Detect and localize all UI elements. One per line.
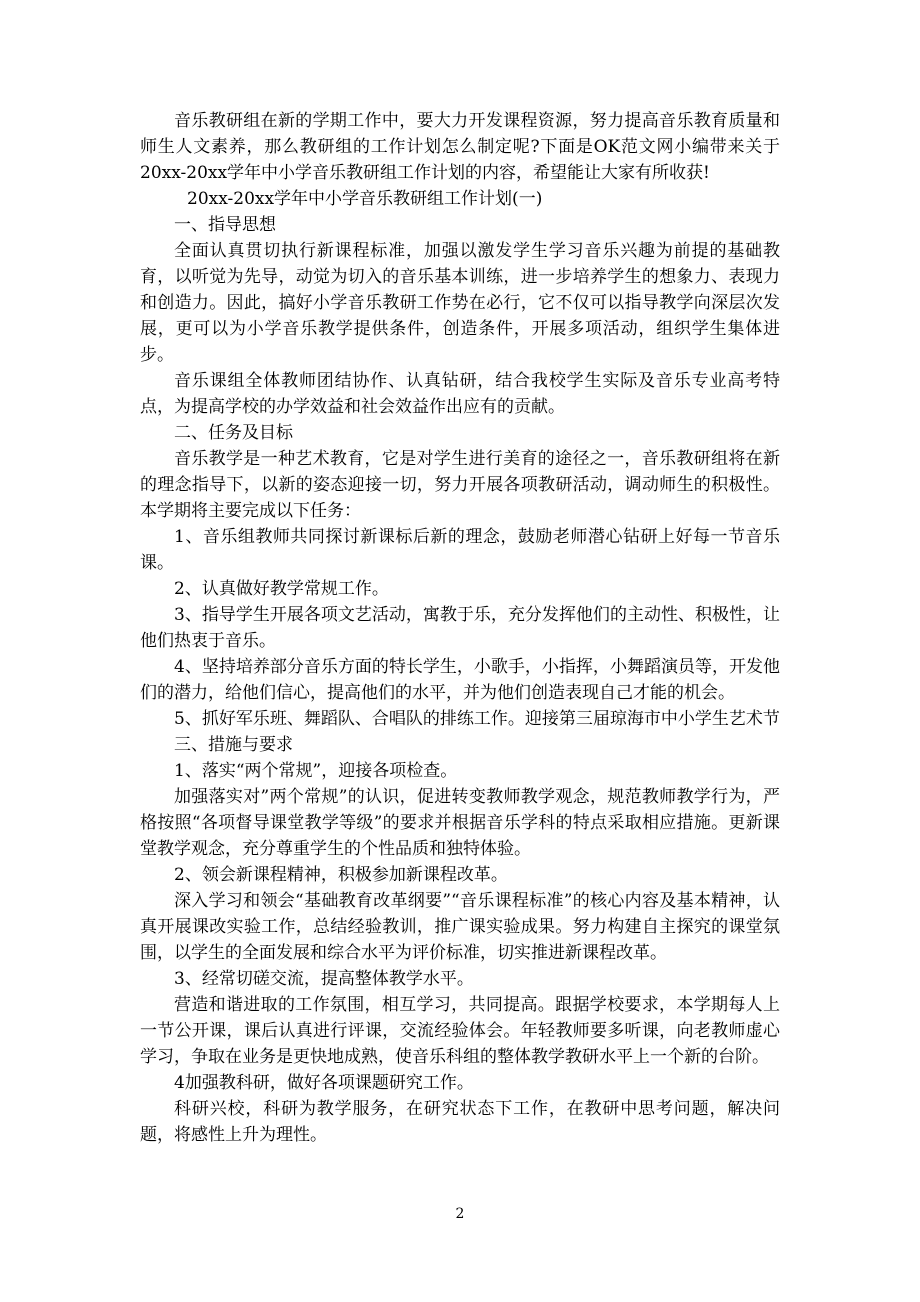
section-heading: 二、任务及目标 (174, 423, 293, 443)
body-paragraph: 深入学习和领会“基础教育改革纲要”“音乐课程标准”的核心内容及基本精神，认真开展课改实验工作，总结经验教训，推广课实验成果。努力构建自主探究的课堂氛围，以学生的全面发展和综合水平为评价标准，切实推进新课程改革。 (140, 891, 780, 963)
body-paragraph: 营造和谐进取的工作氛围，相互学习，共同提高。跟据学校要求，本学期每人上一节公开课，课后认真进行评课，交流经验体会。年轻教师要多听课，向老教师虚心学习，争取在业务是更快地成熟，使音乐科组的整体教学教研水平上一个新的台阶。 (140, 995, 780, 1067)
body-paragraph: 音乐课组全体教师团结协作、认真钻研，结合我校学生实际及音乐专业高考特点，为提高学校的办学效益和社会效益作出应有的贡献。 (140, 371, 780, 417)
section-heading: 三、措施与要求 (174, 735, 293, 755)
document-body (140, 108, 780, 1148)
task-item: 5、抓好军乐班、舞蹈队、合唱队的排练工作。迎接第三届琼海市中小学生艺术节 (174, 709, 780, 729)
task-item: 2、认真做好教学常规工作。 (174, 579, 389, 599)
body-paragraph: 加强落实对”两个常规”的认识，促进转变教师教学观念，规范教师教学行为，严格按照“各项督导课堂教学等级”的要求并根据音乐学科的特点采取相应措施。更新课堂教学观念，充分尊重学生的个性品质和独特体验。 (140, 787, 780, 859)
measure-item: 4加强教科研，做好各项课题研究工作。 (174, 1073, 474, 1093)
measure-item: 3、经常切磋交流，提高整体教学水平。 (174, 969, 474, 989)
section-heading: 一、指导思想 (174, 215, 276, 235)
task-item: 4、坚持培养部分音乐方面的特长学生，小歌手，小指挥，小舞蹈演员等，开发他们的潜力，给他们信心，提高他们的水平，并为他们创造表现自己才能的机会。 (140, 657, 780, 703)
body-paragraph: 音乐教学是一种艺术教育，它是对学生进行美育的途径之一，音乐教研组将在新的理念指导下，以新的姿态迎接一切，努力开展各项教研活动，调动师生的积极性。本学期将主要完成以下任务： (140, 449, 780, 521)
body-paragraph: 全面认真贯切执行新课程标准，加强以激发学生学习音乐兴趣为前提的基础教育，以听觉为先导，动觉为切入的音乐基本训练，进一步培养学生的想象力、表现力和创造力。因此，搞好小学音乐教研工作势在必行，它不仅可以指导教学向深层次发展，更可以为小学音乐教学提供条件，创造条件，开展多项活动，组织学生集体进步。 (140, 241, 780, 365)
task-item: 1、音乐组教师共同探讨新课标后新的理念，鼓励老师潜心钻研上好每一节音乐课。 (140, 527, 780, 573)
body-paragraph: 科研兴校，科研为教学服务，在研究状态下工作，在教研中思考问题，解决问题，将感性上升为理性。 (140, 1099, 780, 1145)
measure-item: 1、落实“两个常规”，迎接各项检查。 (174, 761, 458, 781)
plan-title: 20xx-20xx学年中小学音乐教研组工作计划(一) (187, 189, 543, 209)
intro-paragraph: 音乐教研组在新的学期工作中，要大力开发课程资源，努力提高音乐教育质量和师生人文素养，那么教研组的工作计划怎么制定呢?下面是OK范文网小编带来关于20xx-20xx学年中小学音乐教研组工作计划的内容，希望能让大家有所收获! (140, 111, 780, 183)
measure-item: 2、领会新课程精神，积极参加新课程改革。 (174, 865, 508, 885)
task-item: 3、指导学生开展各项文艺活动，寓教于乐，充分发挥他们的主动性、积极性，让他们热衷于音乐。 (140, 605, 780, 651)
page-number: 2 (455, 1206, 465, 1222)
